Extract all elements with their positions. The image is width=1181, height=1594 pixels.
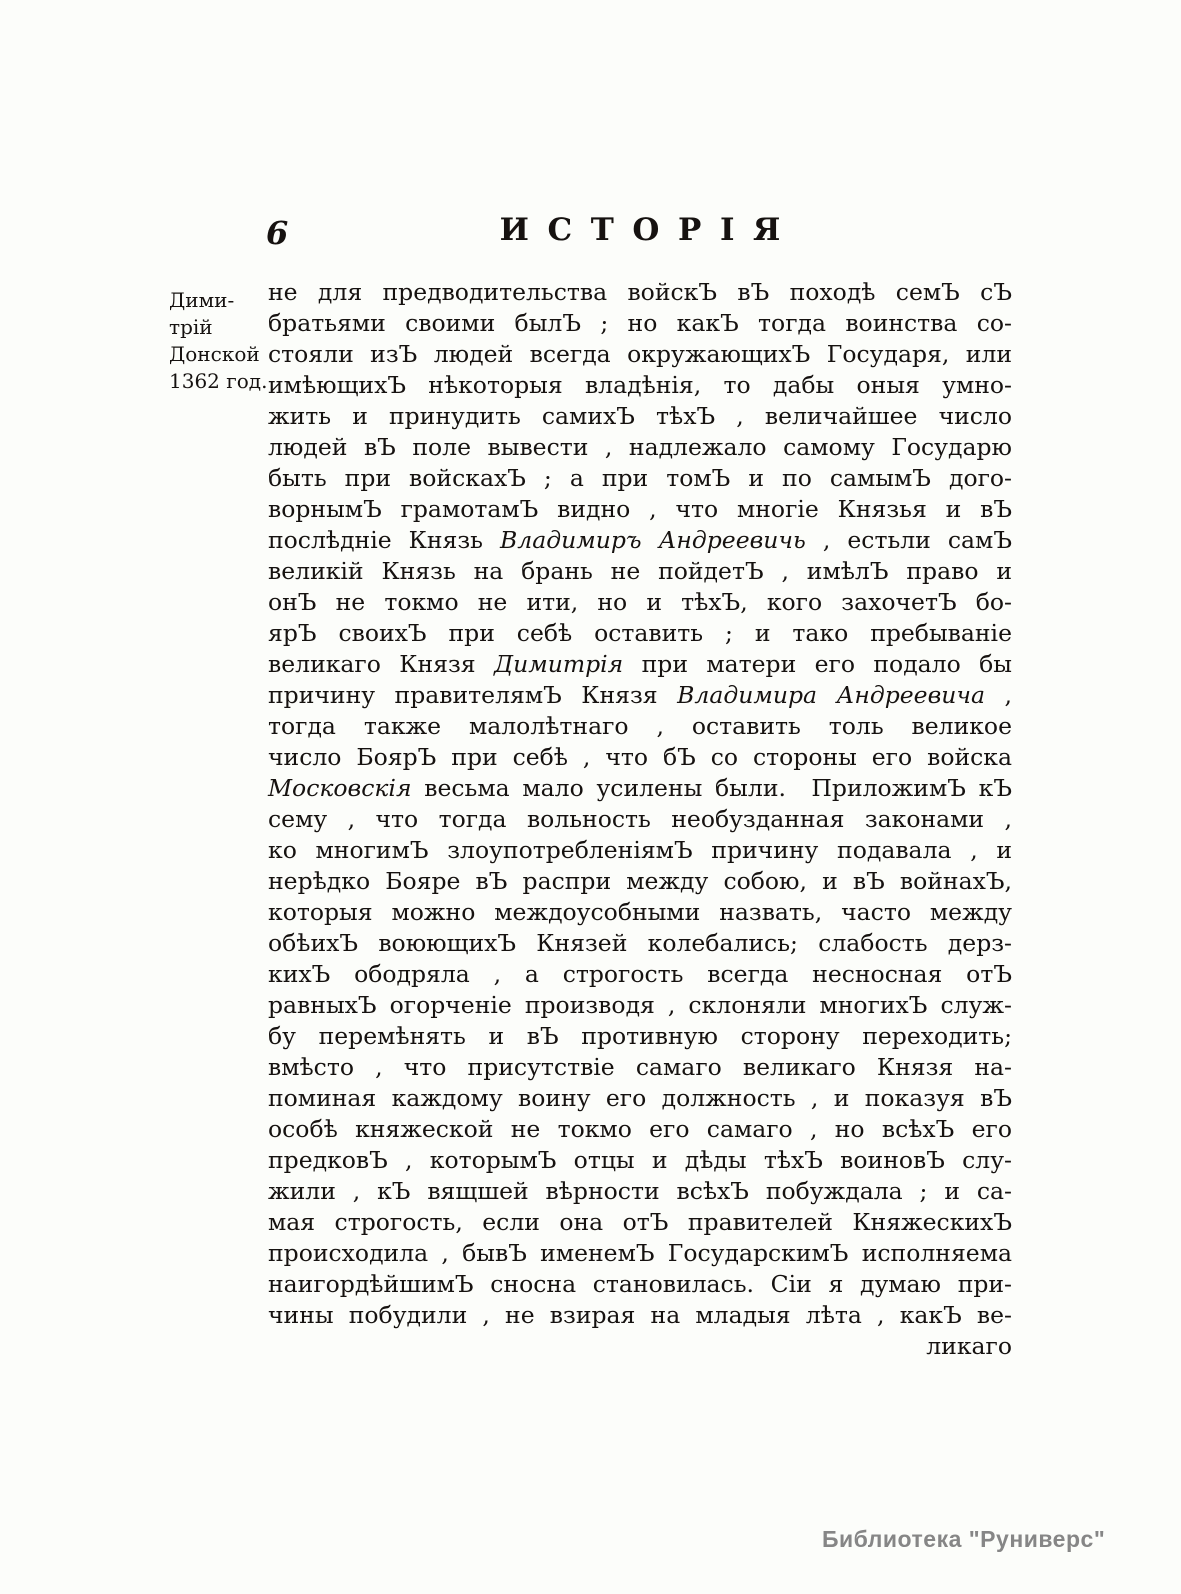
catchword: ликаго: [926, 1332, 1012, 1360]
text-line: сему , что тогда вольность необузданная законами ,: [268, 805, 1012, 833]
text-line: быть при войскахЪ ; а при томЪ и по самымЪ дого-: [268, 464, 1012, 492]
text-line: причину правителямЪ Князя Владимира Андреевича ,: [268, 681, 1012, 709]
library-watermark: Библиотека "Руниверс": [822, 1526, 1106, 1552]
text-line: вмѣсто , что присутствіе самаго великаго Князя на-: [268, 1053, 1012, 1081]
margin-note-line: 1362 год.: [169, 369, 268, 393]
text-line: особѣ княжеской не токмо его самаго , но всѣхЪ его: [268, 1115, 1012, 1143]
text-line: ярЪ своихЪ при себѣ оставить ; и тако пребываніе: [268, 619, 1012, 647]
text-line: ко многимЪ злоупотребленіямЪ причину подавала , и: [268, 836, 1012, 864]
margin-note-line: трій: [169, 315, 213, 339]
page-number: 6: [266, 214, 289, 252]
text-line: нерѣдко Бояре вЪ распри между собою, и вЪ войнахЪ,: [268, 867, 1012, 895]
text-line: кихЪ ободряла , а строгость всегда несносная отЪ: [268, 960, 1012, 988]
text-line: жили , кЪ вящшей вѣрности всѣхЪ побуждала ; и са-: [268, 1177, 1012, 1205]
text-line: происходила , бывЪ именемЪ ГосударскимЪ исполняема: [268, 1239, 1012, 1267]
text-line: мая строгость, если она отЪ правителей КняжескихЪ: [268, 1208, 1012, 1236]
text-line: обѣихЪ воюющихЪ Князей колебались; слабость дерз-: [268, 929, 1012, 957]
text-line: Московскія весьма мало усилены были. ПриложимЪ кЪ: [268, 774, 1012, 802]
page-title: ИСТОРІЯ: [499, 212, 799, 248]
body-text: [268, 277, 1012, 1331]
text-line: послѣдніе Князь Владимиръ Андреевичь , естьли самЪ: [268, 526, 1012, 554]
text-line: жить и принудить самихЪ тѣхЪ , величайшее число: [268, 402, 1012, 430]
text-line: которыя можно междоусобными назвать, часто между: [268, 898, 1012, 926]
text-line: тогда также малолѣтнаго , оставить толь великое: [268, 712, 1012, 740]
text-line: ворнымЪ грамотамЪ видно , что многіе Князья и вЪ: [268, 495, 1012, 523]
text-line: людей вЪ поле вывести , надлежало самому Государю: [268, 433, 1012, 461]
text-line: великаго Князя Димитрія при матери его подало бы: [268, 650, 1012, 678]
text-line: братьями своими былЪ ; но какЪ тогда воинства со-: [268, 309, 1012, 337]
margin-note: [169, 287, 271, 395]
text-line: не для предводительства войскЪ вЪ походѣ семЪ сЪ: [268, 278, 1012, 306]
text-line: чины побудили , не взирая на младыя лѣта , какЪ ве-: [268, 1301, 1012, 1329]
text-line: великій Князь на брань не пойдетЪ , имѣлЪ право и: [268, 557, 1012, 585]
margin-note-line: Дими-: [169, 288, 235, 312]
text-line: стояли изЪ людей всегда окружающихЪ Государя, или: [268, 340, 1012, 368]
text-line: наигордѣйшимЪ сносна становилась. Сіи я думаю при-: [268, 1270, 1012, 1298]
text-line: поминая каждому воину его должность , и показуя вЪ: [268, 1084, 1012, 1112]
margin-note-line: Донской: [169, 342, 260, 366]
text-line: имѣющихЪ нѣкоторыя владѣнія, то дабы оныя умно-: [268, 371, 1012, 399]
text-line: предковЪ , которымЪ отцы и дѣды тѣхЪ воиновЪ слу-: [268, 1146, 1012, 1174]
text-line: онЪ не токмо не ити, но и тѣхЪ, кого захочетЪ бо-: [268, 588, 1012, 616]
text-line: равныхЪ огорченіе производя , склоняли многихЪ служ-: [268, 991, 1012, 1019]
text-line: число БоярЪ при себѣ , что бЪ со стороны его войска: [268, 743, 1012, 771]
text-line: бу перемѣнять и вЪ противную сторону переходить;: [268, 1022, 1012, 1050]
